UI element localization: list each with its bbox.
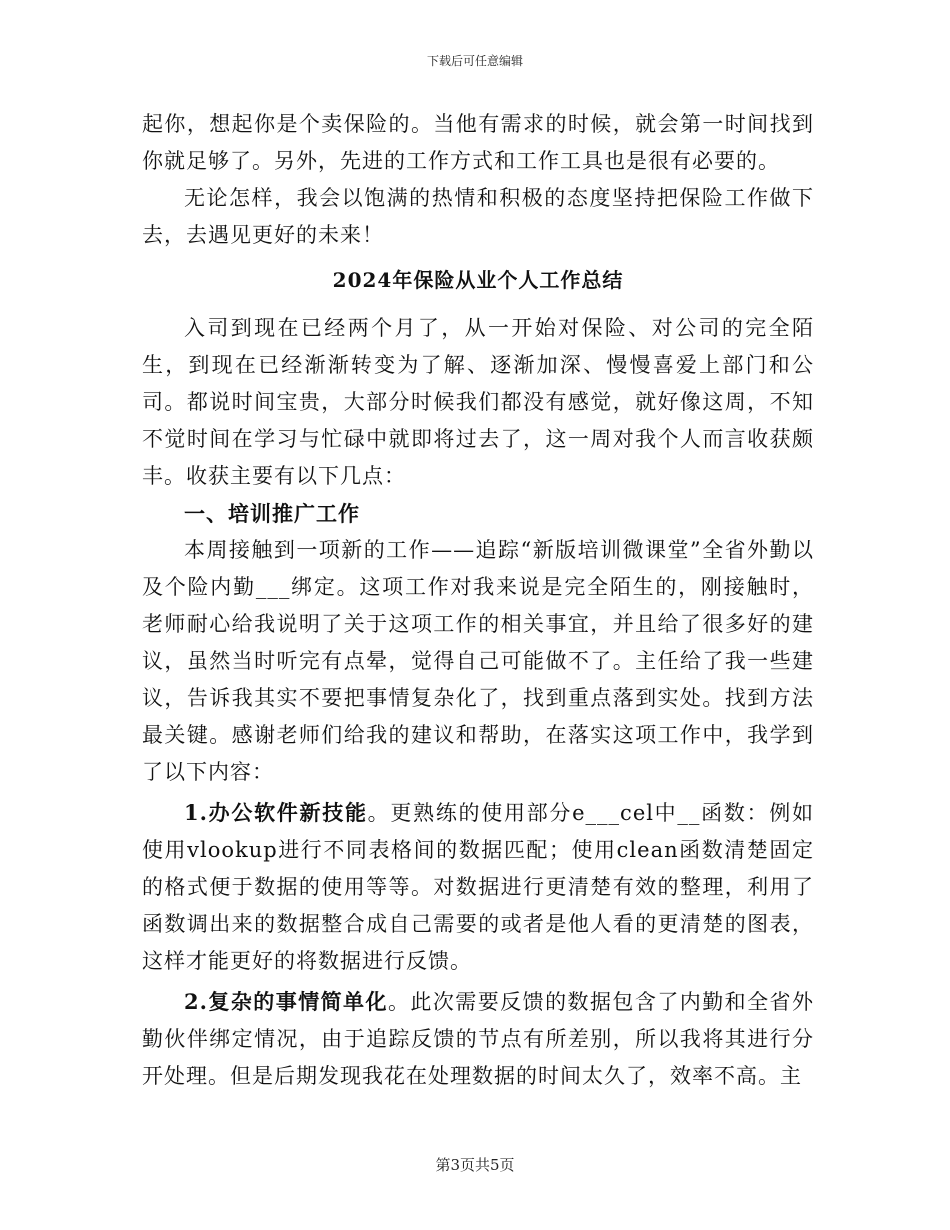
document-title: 2024年保险从业个人工作总结 bbox=[332, 268, 624, 292]
section-heading-training: 一、培训推广工作 bbox=[184, 501, 360, 526]
list-item-simplify-title: 2.复杂的事情简单化 bbox=[184, 989, 388, 1014]
list-item-office-skills-title: 1.办公软件新技能 bbox=[184, 800, 368, 825]
list-item-office-skills bbox=[142, 794, 814, 980]
paragraph-continuation: 起你，想起你是个卖保险的。当他有需求的时候，就会第一时间找到你就足够了。另外，先进的工作方式和工作工具也是很有必要的。 bbox=[142, 112, 814, 173]
list-item-simplify bbox=[142, 983, 814, 1095]
page-number: 第3页共5页 bbox=[435, 1156, 515, 1174]
paragraph-conclusion: 无论怎样，我会以饱满的热情和积极的态度坚持把保险工作做下去，去遇见更好的未来！ bbox=[142, 186, 814, 247]
paragraph-intro: 入司到现在已经两个月了，从一开始对保险、对公司的完全陌生，到现在已经渐渐转变为了解、逐渐加深、慢慢喜爱上部门和公司。都说时间宝贵，大部分时候我们都没有感觉，就好像这周，不知不觉时间在学习与忙碌中就即将过去了，这一周对我个人而言收获颇丰。收获主要有以下几点： bbox=[142, 316, 814, 488]
list-item-simplify-text: 。此次需要反馈的数据包含了内勤和全省外勤伙伴绑定情况，由于追踪反馈的节点有所差别，所以我将其进行分开处理。但是后期发现我花在处理数据的时间太久了，效率不高。主 bbox=[142, 990, 814, 1088]
list-item-office-skills-text: 。更熟练的使用部分e___cel中__函数：例如使用vlookup进行不同表格间的数据匹配；使用clean函数清楚固定的格式便于数据的使用等等。对数据进行更清楚有效的整理，利用了函数调出来的数据整合成自己需要的或者是他人看的更清楚的图表，这样才能更好的将数据进行反馈。 bbox=[142, 801, 814, 973]
paragraph-training: 本周接触到一项新的工作——追踪“新版培训微课堂”全省外勤以及个险内勤___绑定。这项工作对我来说是完全陌生的，刚接触时，老师耐心给我说明了关于这项工作的相关事宜，并且给了很多好的建议，虽然当时听完有点晕，觉得自己可能做不了。主任给了我一些建议，告诉我其实不要把事情复杂化了，找到重点落到实处。找到方法最关键。感谢老师们给我的建议和帮助，在落实这项工作中，我学到了以下内容： bbox=[142, 538, 814, 784]
page-header-note: 下载后可任意编辑 bbox=[426, 54, 523, 68]
document-body bbox=[142, 106, 814, 1095]
